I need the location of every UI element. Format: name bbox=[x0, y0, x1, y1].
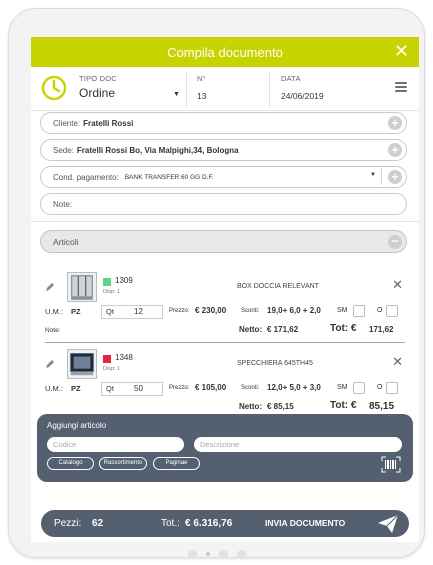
tablet-frame bbox=[8, 8, 425, 558]
o-label: O bbox=[377, 384, 383, 391]
prezzo-label: Prezzo: bbox=[169, 385, 190, 391]
tipo-doc-select[interactable]: Ordine bbox=[79, 86, 116, 100]
divider bbox=[31, 221, 419, 222]
articoli-label: Articoli bbox=[53, 236, 79, 247]
data-value[interactable]: 24/06/2019 bbox=[281, 91, 324, 101]
data-label: DATA bbox=[281, 74, 301, 83]
divider bbox=[186, 71, 187, 107]
o-checkbox[interactable] bbox=[386, 305, 398, 317]
divider bbox=[45, 342, 405, 343]
codice-input[interactable] bbox=[47, 437, 184, 452]
descrizione-input[interactable] bbox=[194, 437, 402, 452]
pagamento-field[interactable] bbox=[40, 166, 407, 188]
tipo-doc-label: TIPO DOC bbox=[79, 74, 117, 83]
remove-article-icon[interactable]: ✕ bbox=[392, 277, 403, 292]
note-label: Note: bbox=[53, 199, 73, 209]
article-disp: Disp: 1 bbox=[103, 366, 121, 372]
close-icon[interactable]: ✕ bbox=[393, 41, 409, 61]
sconti-value[interactable]: 12,0+ 5,0 + 3,0 bbox=[267, 383, 321, 392]
remove-article-icon[interactable]: ✕ bbox=[392, 354, 403, 369]
add-pagamento-icon[interactable]: + bbox=[388, 170, 402, 184]
rassortimento-button[interactable]: Rassortimento bbox=[99, 457, 147, 470]
article-details bbox=[31, 383, 419, 397]
article-totals bbox=[31, 325, 419, 341]
cliente-label: Cliente: bbox=[53, 118, 81, 128]
article-row bbox=[31, 269, 419, 349]
add-article-title: Aggiungi articolo bbox=[47, 421, 107, 430]
sm-checkbox[interactable] bbox=[353, 382, 365, 394]
pencil-icon[interactable] bbox=[45, 359, 55, 369]
footer-bar bbox=[41, 510, 409, 537]
tot-value: 171,62 bbox=[369, 325, 394, 334]
numero-label: N° bbox=[197, 74, 206, 83]
qt-label: Qt bbox=[106, 307, 114, 316]
add-sede-icon[interactable]: + bbox=[388, 143, 402, 157]
note-field[interactable] bbox=[40, 193, 407, 215]
article-description: SPECCHIERA 645TH45 bbox=[237, 360, 313, 367]
um-value: PZ bbox=[71, 384, 81, 393]
qt-value: 50 bbox=[134, 384, 143, 393]
add-article-panel bbox=[37, 414, 413, 482]
catalogo-button[interactable]: Catalogo bbox=[47, 457, 94, 470]
sm-checkbox[interactable] bbox=[353, 305, 365, 317]
um-label: U.M.: bbox=[45, 384, 63, 393]
qt-value: 12 bbox=[134, 307, 143, 316]
cliente-value: Fratelli Rossi bbox=[83, 118, 134, 128]
article-disp: Disp: 1 bbox=[103, 289, 121, 295]
o-label: O bbox=[377, 307, 383, 314]
tot-value: 85,15 bbox=[369, 401, 395, 412]
articoli-header[interactable] bbox=[40, 230, 407, 253]
prezzo-value[interactable]: € 105,00 bbox=[195, 383, 227, 392]
app-screen bbox=[31, 37, 419, 542]
pezzi-label: Pezzi: bbox=[54, 518, 82, 529]
product-image bbox=[67, 272, 97, 302]
page-indicator bbox=[9, 550, 424, 559]
sconti-value[interactable]: 19,0+ 6,0 + 2,0 bbox=[267, 306, 321, 315]
chevron-down-icon[interactable]: ▼ bbox=[173, 91, 180, 98]
send-icon[interactable] bbox=[377, 514, 399, 534]
document-header bbox=[31, 67, 419, 111]
product-image bbox=[67, 349, 97, 379]
o-checkbox[interactable] bbox=[386, 382, 398, 394]
menu-icon[interactable] bbox=[395, 82, 407, 92]
netto-label: Netto: bbox=[239, 402, 263, 411]
sconti-label: Sconti: bbox=[241, 308, 260, 314]
cliente-field[interactable] bbox=[40, 112, 407, 134]
quantity-input[interactable] bbox=[101, 305, 163, 319]
article-details bbox=[31, 306, 419, 320]
pagamento-value: BANK TRANSFER 60 GG D.F. bbox=[124, 173, 214, 181]
numero-value: 13 bbox=[197, 91, 207, 101]
page-title: Compila documento bbox=[167, 44, 283, 60]
quantity-input[interactable] bbox=[101, 382, 163, 396]
pagamento-label: Cond. pagamento: bbox=[53, 172, 119, 182]
collapse-icon[interactable]: − bbox=[388, 235, 402, 249]
prezzo-label: Prezzo: bbox=[169, 308, 190, 314]
divider bbox=[269, 71, 270, 107]
um-value: PZ bbox=[71, 307, 81, 316]
clock-icon bbox=[41, 75, 67, 101]
netto-label: Netto: bbox=[239, 325, 263, 334]
paginae-button[interactable]: Paginae bbox=[153, 457, 200, 470]
barcode-scan-icon[interactable] bbox=[381, 456, 401, 473]
article-note-label[interactable]: Note: bbox=[45, 327, 61, 334]
tot-value: € 6.316,76 bbox=[185, 518, 233, 529]
invia-documento-button[interactable]: INVIA DOCUMENTO bbox=[265, 518, 346, 528]
prezzo-value[interactable]: € 230,00 bbox=[195, 306, 227, 315]
article-code: 1348 bbox=[115, 353, 133, 362]
sm-label: SM bbox=[337, 384, 348, 391]
tot-label: Tot: € bbox=[330, 323, 357, 334]
article-code: 1309 bbox=[115, 276, 133, 285]
pezzi-value: 62 bbox=[92, 518, 104, 529]
title-bar bbox=[31, 37, 419, 67]
add-cliente-icon[interactable]: + bbox=[388, 116, 402, 130]
divider bbox=[381, 169, 382, 185]
article-description: BOX DOCCIA RELEVANT bbox=[237, 283, 319, 290]
availability-swatch bbox=[103, 278, 111, 286]
sede-value: Fratelli Rossi Bo, Via Malpighi,34, Bologna bbox=[76, 145, 239, 155]
chevron-down-icon[interactable]: ▼ bbox=[370, 172, 376, 178]
sede-field[interactable] bbox=[40, 139, 407, 161]
netto-value: € 85,15 bbox=[267, 402, 294, 411]
qt-label: Qt bbox=[106, 384, 114, 393]
um-label: U.M.: bbox=[45, 307, 63, 316]
sm-label: SM bbox=[337, 307, 348, 314]
pencil-icon[interactable] bbox=[45, 282, 55, 292]
tot-label: Tot.: bbox=[161, 518, 180, 529]
tot-label: Tot: € bbox=[330, 400, 357, 411]
netto-value: € 171,62 bbox=[267, 325, 299, 334]
sede-label: Sede: bbox=[53, 145, 74, 155]
sconti-label: Sconti: bbox=[241, 385, 260, 391]
availability-swatch bbox=[103, 355, 111, 363]
